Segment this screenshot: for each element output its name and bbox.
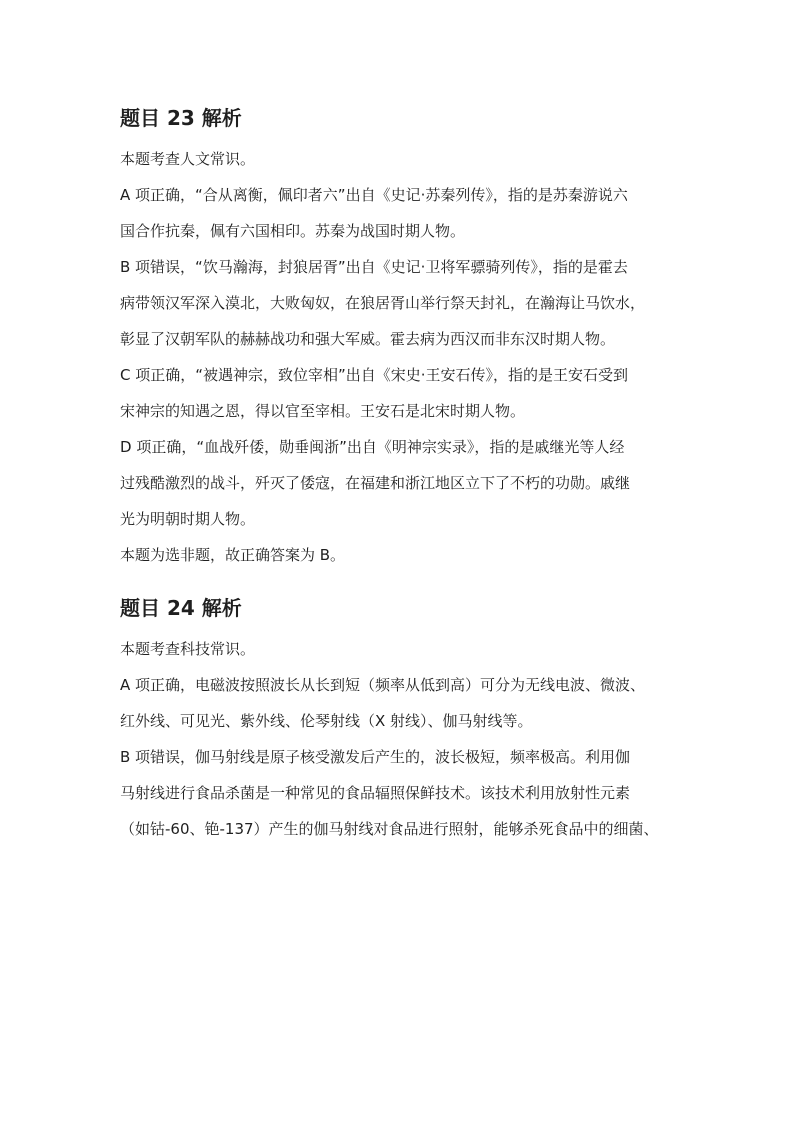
section-title-q24: 题目 24 解析 <box>120 596 242 620</box>
paragraph-line: B 项错误，伽马射线是原子核受激发后产生的，波长极短，频率极高。利用伽 <box>120 748 631 766</box>
paragraph-line: 本题考查科技常识。 <box>120 640 256 658</box>
paragraph-line: A 项正确，电磁波按照波长从长到短（频率从低到高）可分为无线电波、微波、 <box>120 676 646 694</box>
paragraph-line: 病带领汉军深入漠北，大败匈奴，在狼居胥山举行祭天封礼，在瀚海让马饮水， <box>120 294 646 312</box>
paragraph-line: 国合作抗秦，佩有六国相印。苏秦为战国时期人物。 <box>120 222 466 240</box>
section-body-q24 <box>120 631 700 847</box>
paragraph-line: 马射线进行食品杀菌是一种常见的食品辐照保鲜技术。该技术利用放射性元素 <box>120 784 631 802</box>
paragraph-line: 过残酷激烈的战斗，歼灭了倭寇，在福建和浙江地区立下了不朽的功勋。戚继 <box>120 474 631 492</box>
paragraph-line: B 项错误，“饮马瀚海，封狼居胥”出自《史记·卫将军骠骑列传》，指的是霍去 <box>120 258 628 276</box>
paragraph-line: 本题为选非题，故正确答案为 B。 <box>120 546 346 564</box>
document-content <box>120 103 700 847</box>
paragraph-line: C 项正确，“被遇神宗，致位宰相”出自《宋史·王安石传》，指的是王安石受到 <box>120 366 629 384</box>
section-body-q23 <box>120 141 700 573</box>
paragraph-line: （如钴-60、铯-137）产生的伽马射线对食品进行照射，能够杀死食品中的细菌、 <box>120 820 659 838</box>
paragraph-line: 本题考查人文常识。 <box>120 150 256 168</box>
paragraph-line: 红外线、可见光、紫外线、伦琴射线（X 射线）、伽马射线等。 <box>120 712 533 730</box>
paragraph-line: D 项正确，“血战歼倭，勋垂闽浙”出自《明神宗实录》，指的是戚继光等人经 <box>120 438 625 456</box>
paragraph-line: 宋神宗的知遇之恩，得以官至宰相。王安石是北宋时期人物。 <box>120 402 526 420</box>
paragraph-line: 光为明朝时期人物。 <box>120 510 256 528</box>
section-title-q23: 题目 23 解析 <box>120 106 242 130</box>
paragraph-line: 彰显了汉朝军队的赫赫战功和强大军威。霍去病为西汉而非东汉时期人物。 <box>120 330 616 348</box>
paragraph-line: A 项正确，“合从离衡，佩印者六”出自《史记·苏秦列传》，指的是苏秦游说六 <box>120 186 628 204</box>
